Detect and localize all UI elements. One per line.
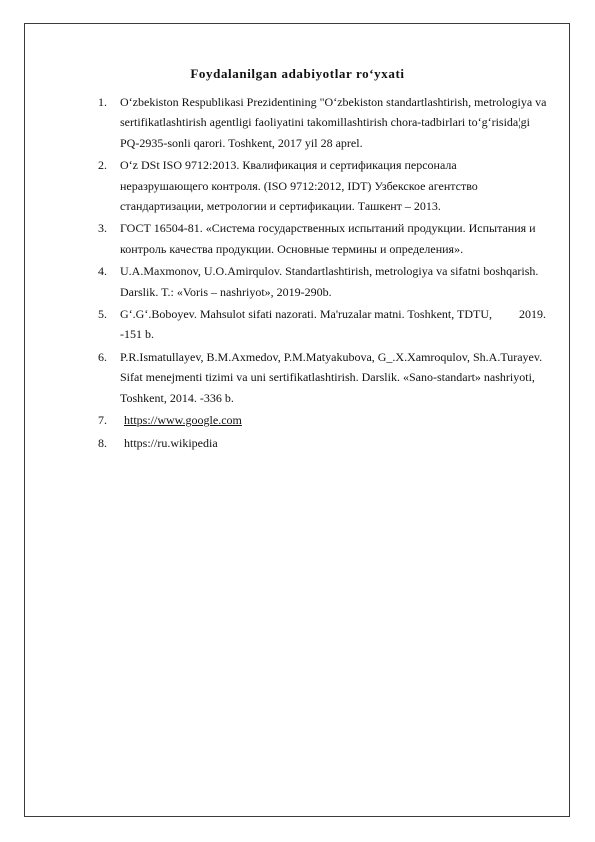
reference-number: 2. bbox=[98, 158, 107, 173]
reference-number: 6. bbox=[98, 349, 107, 364]
reference-number: 7. bbox=[98, 413, 107, 428]
list-item bbox=[98, 347, 548, 408]
list-item bbox=[98, 304, 548, 345]
reference-text: ГОСТ 16504-81. «Система государственных испытаний продукции. Испытания и контроль качества продукции. Основные термины и определения». bbox=[120, 221, 536, 256]
google-link[interactable]: https://www.google.com bbox=[124, 413, 242, 428]
reference-text: G‘.G‘.Boboyev. Mahsulot sifati nazorati. Ma'ruzalar matni. Toshkent, TDTU, 2019. -151 b. bbox=[120, 307, 550, 342]
reference-number: 8. bbox=[98, 435, 107, 450]
reference-number: 4. bbox=[98, 264, 107, 279]
reference-number: 3. bbox=[98, 221, 107, 236]
list-item bbox=[98, 261, 548, 302]
list-item bbox=[98, 218, 548, 259]
reference-text: U.A.Maxmonov, U.O.Amirqulov. Standartlashtirish, metrologiya va sifatni boshqarish. Darslik. T.: «Voris – nashriyot», 2019-290b. bbox=[120, 264, 539, 299]
list-item bbox=[98, 433, 548, 453]
reference-text: https://ru.wikipedia bbox=[124, 435, 218, 450]
list-item bbox=[98, 92, 548, 153]
reference-text: O‘z DSt ISO 9712:2013. Квалификация и сертификация персонала неразрушающего контроля. (ISO 9712:2012, IDT) Узбекское агентство стандартизации, метрологии и сертификации. Ташкент – 2013. bbox=[120, 158, 478, 214]
reference-text: P.R.Ismatullayev, B.M.Axmedov, P.M.Matyakubova, G_.X.Xamroqulov, Sh.A.Turayev. Sifat menejmenti tizimi va uni sertifikatlashtirish. Darslik. «Sano-standart» nashriyoti, Toshkent, 2014. -336 b. bbox=[120, 349, 543, 405]
page-title: Foydalanilgan adabiyotlar ro‘yxati bbox=[190, 66, 405, 81]
reference-text: O‘zbekiston Respublikasi Prezidentining "O‘zbekiston standartlashtirish, metrologiya va sertifikatlashtirish agentligi faoliyatini takomillashtirish chora-tadbirlari to‘g‘risida¦gi PQ-2935-sonli qarori. Toshkent, 2017 yil 28 aprel. bbox=[120, 95, 547, 150]
reference-number: 1. bbox=[98, 95, 107, 109]
reference-number: 5. bbox=[98, 307, 107, 322]
list-item bbox=[98, 155, 548, 216]
list-item bbox=[98, 410, 548, 430]
reference-list bbox=[98, 92, 548, 455]
